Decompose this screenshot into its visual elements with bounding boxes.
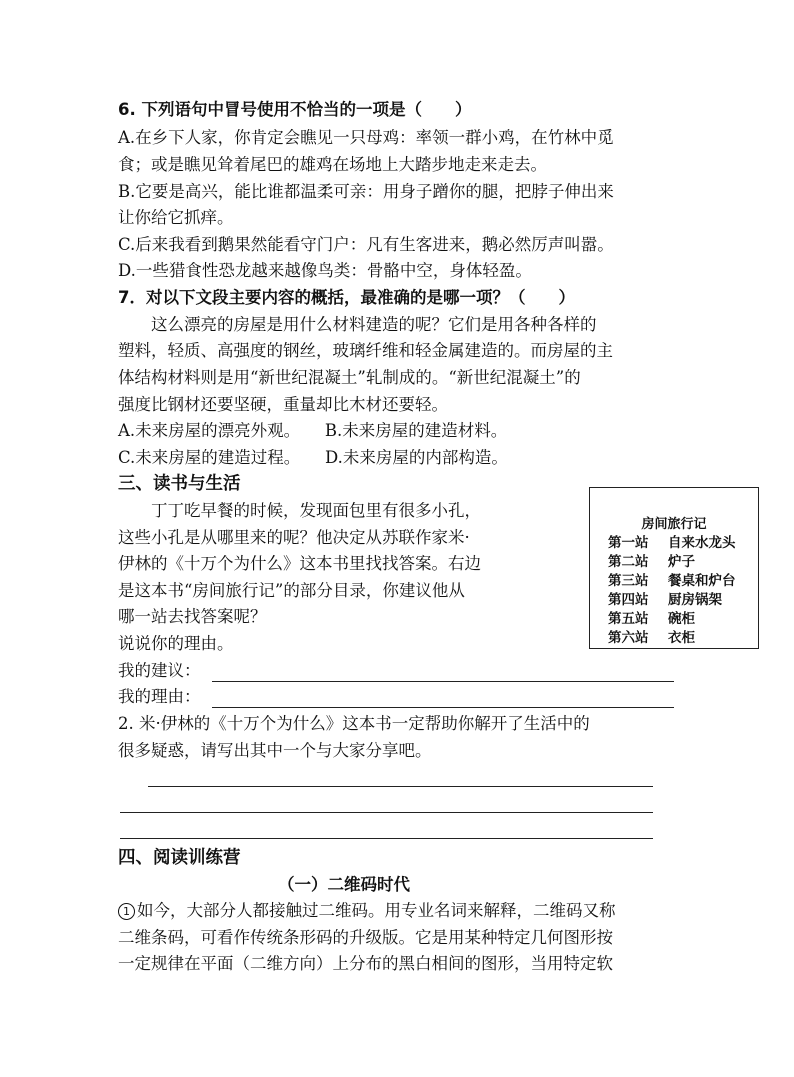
- q6-option-a-line1: A.在乡下人家，你肯定会瞧见一只母鸡：率领一群小鸡，在竹林中觅: [118, 128, 614, 147]
- section3-heading: 三、读书与生活: [118, 474, 241, 494]
- catalog-stop: 第五站 碗柜: [608, 611, 695, 627]
- section3-text-line6: 说说你的理由。: [118, 634, 234, 653]
- reason-answer-line[interactable]: [212, 707, 674, 708]
- q2-answer-line[interactable]: [120, 812, 653, 813]
- q7-title: 7．对以下文段主要内容的概括，最准确的是哪一项？（ ）: [118, 288, 575, 307]
- catalog-stop: 第三站 餐桌和炉台: [608, 573, 736, 589]
- q6-title: 6. 下列语句中冒号使用不恰当的一项是（ ）: [118, 100, 472, 119]
- catalog-stop: 第六站 衣柜: [608, 630, 695, 646]
- q7-passage-line4: 强度比钢材还要坚硬，重量却比木材还要轻。: [118, 395, 448, 414]
- section3-text-line1: 丁丁吃早餐的时候，发现面包里有很多小孔，: [118, 501, 481, 520]
- passage-title: （一）二维码时代: [278, 875, 410, 894]
- reason-label: 我的理由：: [118, 687, 201, 706]
- paragraph-number-marker: 1: [118, 903, 135, 920]
- q6-option-b-line1: B.它要是高兴，能比谁都温柔可亲：用身子蹭你的腿，把脖子伸出来: [118, 182, 614, 201]
- q7-options-ab: A.未来房屋的漂亮外观。 B.未来房屋的建造材料。: [118, 421, 508, 440]
- section3-text-line4: 是这本书“房间旅行记”的部分目录，你建议他从: [118, 581, 465, 600]
- suggestion-label: 我的建议：: [118, 661, 201, 680]
- q2-answer-line[interactable]: [148, 786, 653, 787]
- q7-passage-line2: 塑料，轻质、高强度的钢丝，玻璃纤维和轻金属建造的。而房屋的主: [118, 341, 613, 360]
- passage-line1-text: 如今，大部分人都接触过二维码。用专业名词来解释，二维码又称: [137, 901, 616, 920]
- q7-passage-line3: 体结构材料则是用“新世纪混凝土”轧制成的。“新世纪混凝土”的: [118, 368, 581, 387]
- q7-passage-line1: 这么漂亮的房屋是用什么材料建造的呢？它们是用各种各样的: [118, 315, 597, 334]
- catalog-stop: 第四站 厨房锅架: [608, 592, 722, 608]
- section3-text-line3: 伊林的《十万个为什么》这本书里找找答案。右边: [118, 554, 481, 573]
- q6-option-c: C.后来我看到鹅果然能看守门户：凡有生客进来，鹅必然厉声叫嚣。: [118, 235, 614, 254]
- q6-option-b-line2: 让你给它抓痒。: [118, 208, 234, 227]
- suggestion-answer-line[interactable]: [212, 681, 674, 682]
- section3-text-line5: 哪一站去找答案呢？: [118, 607, 267, 626]
- q7-options-cd: C.未来房屋的建造过程。 D.未来房屋的内部构造。: [118, 448, 508, 467]
- section3-text-line2: 这些小孔是从哪里来的呢？他决定从苏联作家米·: [118, 528, 470, 547]
- catalog-box: [589, 487, 759, 649]
- q6-option-a-line2: 食；或是瞧见耸着尾巴的雄鸡在场地上大踏步地走来走去。: [118, 155, 547, 174]
- passage-line2: 二维条码，可看作传统条形码的升级版。它是用某种特定几何图形按: [118, 928, 613, 947]
- passage-line3: 一定规律在平面（二维方向）上分布的黑白相间的图形，当用特定软: [118, 954, 613, 973]
- q2-answer-line[interactable]: [120, 838, 653, 839]
- passage-line1: [118, 900, 616, 922]
- catalog-title: 房间旅行记: [641, 517, 707, 532]
- catalog-stop: 第二站 炉子: [608, 554, 695, 570]
- catalog-stop: 第一站 自来水龙头: [608, 535, 736, 551]
- q6-option-d: D.一些猎食性恐龙越来越像鸟类：骨骼中空，身体轻盈。: [118, 261, 532, 280]
- q2-line1: 2. 米·伊林的《十万个为什么》这本书一定帮助你解开了生活中的: [118, 714, 590, 733]
- section4-heading: 四、阅读训练营: [118, 848, 241, 868]
- q2-line2: 很多疑惑，请写出其中一个与大家分享吧。: [118, 741, 432, 760]
